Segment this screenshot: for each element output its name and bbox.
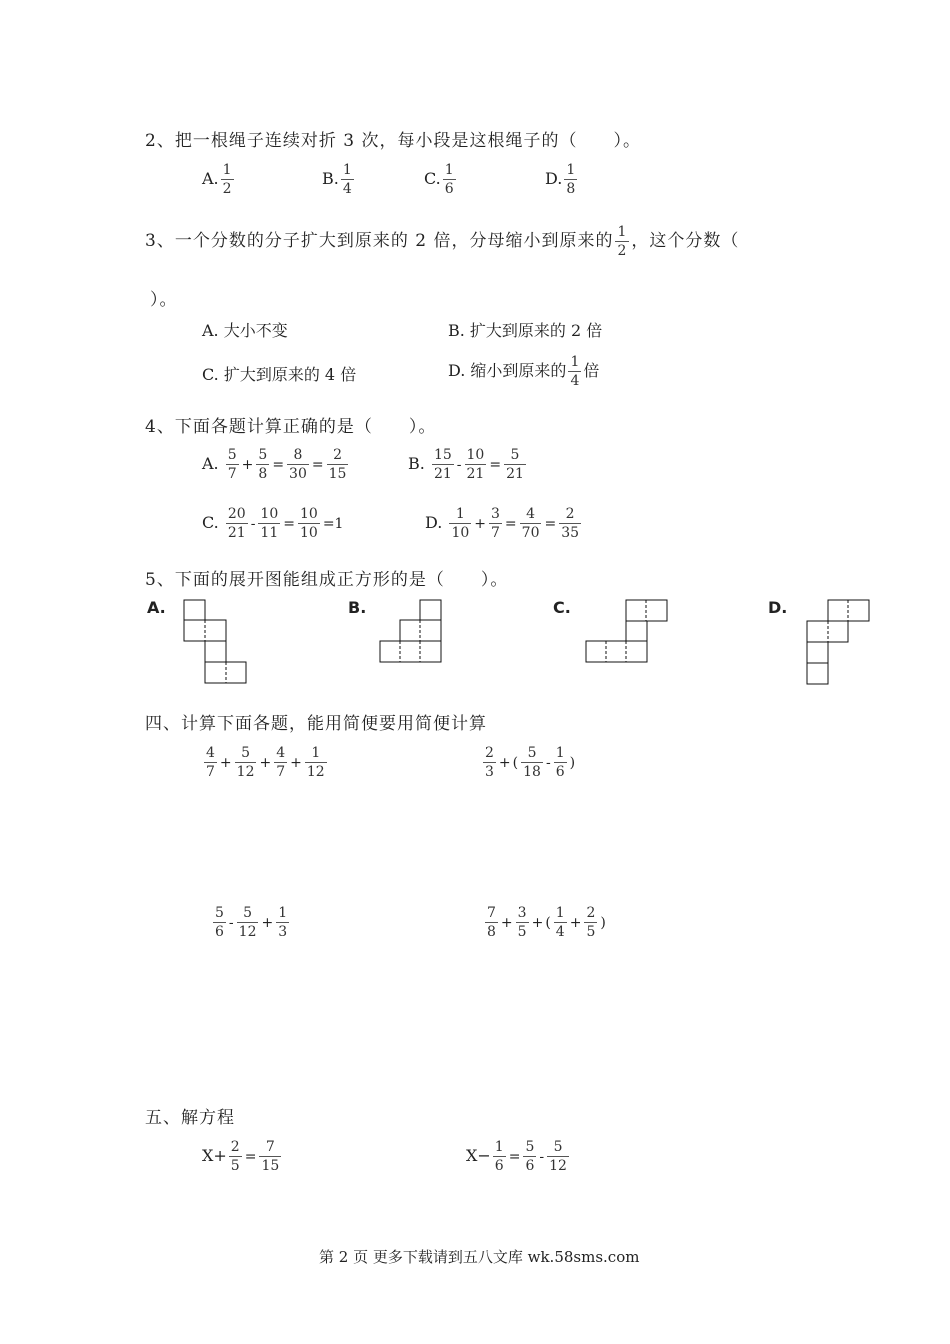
equation-2: X− $\frac{1}{6}$ = $\frac{5}{6}$ - $\frac{5}{12}$ xyxy=(466,1139,567,1174)
q3-option-b: B. 扩大到原来的 2 倍 xyxy=(448,321,603,340)
q4-option-c: C. $\frac{20}{21}$ - $\frac{10}{11}$ = $\frac{10}{10}$ =1 xyxy=(202,506,344,541)
q4-option-b: B. $\frac{15}{21}$ - $\frac{10}{21}$ = $\frac{5}{21}$ xyxy=(408,447,524,482)
q3-option-d: D. 缩小到原来的 $\frac{1}{4}$ 倍 xyxy=(448,354,600,389)
net-a-label: A. xyxy=(147,598,166,617)
q2-option-d: D. $\frac{1}{8}$ xyxy=(545,162,576,197)
net-c-label: C. xyxy=(553,598,571,617)
q3-option-a: A. 大小不变 xyxy=(202,321,288,340)
q4-option-d: D. $\frac{1}{10}$ + $\frac{3}{7}$ = $\frac{4}{70}$ = $\frac{2}{35}$ xyxy=(425,506,580,541)
q2-option-b: B. $\frac{1}{4}$ xyxy=(322,162,352,197)
cube-net-a xyxy=(183,599,249,685)
question-2-text: 2、把一根绳子连续对折 3 次，每小段是这根绳子的（ ）。 xyxy=(145,131,641,151)
q3-option-c: C. 扩大到原来的 4 倍 xyxy=(202,365,357,384)
question-5-text: 5、下面的展开图能组成正方形的是（ ）。 xyxy=(145,570,509,590)
section-5-title: 五、解方程 xyxy=(145,1108,235,1128)
calc-expression-3: $\frac{5}{6}$ - $\frac{5}{12}$ + $\frac{1}{3}$ xyxy=(215,905,288,940)
equation-1: X+ $\frac{2}{5}$ = $\frac{7}{15}$ xyxy=(202,1139,280,1174)
page-footer: 第 2 页 更多下载请到五八文库 wk.58sms.com xyxy=(319,1248,640,1266)
calc-expression-1: $\frac{4}{7}$ + $\frac{5}{12}$ + $\frac{4}{7}$ + $\frac{1}{12}$ xyxy=(206,745,325,780)
q2-option-a: A. $\frac{1}{2}$ xyxy=(202,162,232,197)
cube-net-b xyxy=(379,599,443,665)
cube-net-c xyxy=(585,599,669,665)
calc-expression-2: $\frac{2}{3}$ + ( $\frac{5}{18}$ - $\frac{1}{6}$ ) xyxy=(485,745,576,780)
cube-net-d xyxy=(806,599,872,686)
calc-expression-4: $\frac{7}{8}$ + $\frac{3}{5}$ + ( $\frac{1}{4}$ + $\frac{2}{5}$ ) xyxy=(487,905,606,940)
net-b-label: B. xyxy=(348,598,367,617)
net-d-label: D. xyxy=(768,598,788,617)
q4-option-a: A. $\frac{5}{7}$ + $\frac{5}{8}$ = $\frac{8}{30}$ = $\frac{2}{15}$ xyxy=(202,447,347,482)
question-4-text: 4、下面各题计算正确的是（ ）。 xyxy=(145,417,437,437)
question-3-line2: ）。 xyxy=(150,290,178,310)
question-3-text: 3、一个分数的分子扩大到原来的 2 倍，分母缩小到原来的 $\frac{1}{2}$ ，这个分数（ xyxy=(145,224,740,259)
section-4-title: 四、计算下面各题，能用简便要用简便计算 xyxy=(145,714,487,734)
q2-option-c: C. $\frac{1}{6}$ xyxy=(424,162,454,197)
